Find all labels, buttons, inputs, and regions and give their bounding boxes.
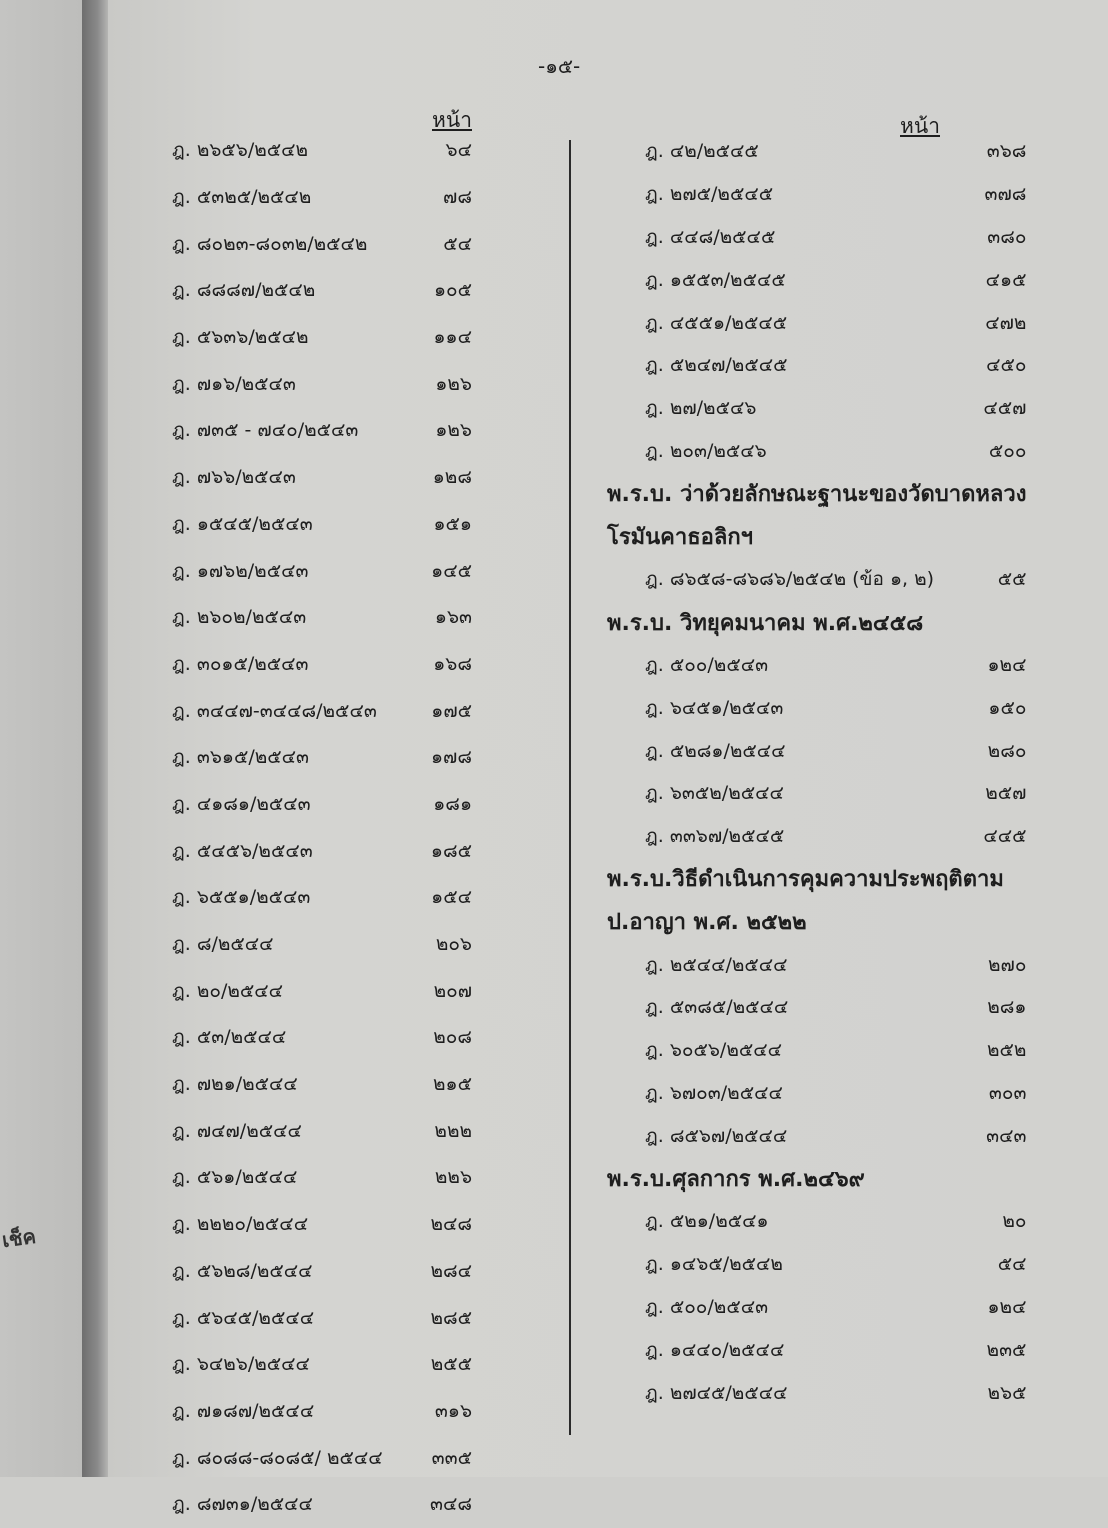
index-entry: [172, 874, 472, 921]
case-citation: ฎ. ๘๗๓๑/๒๕๔๔: [172, 1493, 313, 1516]
index-entry: [172, 781, 472, 828]
page-reference: ๔๗๒: [985, 311, 1027, 334]
index-entry: [172, 220, 472, 267]
statute-heading-text: พ.ร.บ.วิธีดำเนินการคุมความประพฤติตาม: [607, 867, 1004, 893]
page-reference: ๒๘๐: [987, 739, 1027, 762]
index-entry: [607, 644, 1026, 687]
page-reference: ๔๕๗: [983, 397, 1027, 420]
case-citation: ฎ. ๑๕๕๓/๒๕๔๕: [645, 268, 786, 291]
index-entry: [172, 1434, 472, 1481]
case-citation: ฎ. ๘๘๘๗/๒๕๔๒: [172, 279, 316, 302]
page-reference: ๕๐๐: [988, 439, 1027, 462]
page-reference: ๑๒๔: [987, 1295, 1027, 1318]
page-reference: ๒๕๗: [985, 782, 1027, 805]
page-reference: ๓๓๕: [431, 1446, 472, 1469]
page-reference: ๑๘๕: [430, 839, 472, 862]
case-citation: ฎ. ๗๔๗/๒๕๔๔: [172, 1119, 302, 1142]
page-number: -๑๕-: [538, 54, 581, 78]
index-entry: [172, 921, 472, 968]
page-reference: ๑๒๘: [432, 466, 472, 489]
case-citation: ฎ. ๒๖๐๒/๒๕๔๓: [172, 606, 307, 629]
page-reference: ๓๔๘: [429, 1493, 472, 1516]
statute-heading-text: ป.อาญา พ.ศ. ๒๕๒๒: [607, 910, 807, 936]
left-column-page-header: หน้า: [432, 108, 472, 132]
statute-heading-text: โรมันคาธอลิกฯ: [607, 525, 754, 551]
index-entry: [607, 943, 1026, 986]
right-column-index: [607, 130, 1026, 1414]
page-reference: ๒๘๕: [430, 1306, 472, 1329]
case-citation: ฎ. ๗๑๖/๒๕๔๓: [172, 372, 296, 395]
index-entry: [172, 1294, 472, 1341]
index-entry: [172, 127, 472, 174]
index-entry: [172, 827, 472, 874]
page-reference: ๑๗๕: [431, 699, 472, 722]
case-citation: ฎ. ๑๔๔๐/๒๕๔๔: [645, 1338, 785, 1361]
case-citation: ฎ. ๖๔๕๑/๒๕๔๓: [645, 696, 784, 719]
statute-heading-text: พ.ร.บ. วิทยุคมนาคม พ.ศ.๒๔๕๘: [607, 610, 924, 636]
page-reference: ๓๐๓: [988, 1081, 1027, 1104]
case-citation: ฎ. ๑๕๔๕/๒๕๔๓: [172, 512, 313, 535]
index-entry: [172, 641, 472, 688]
case-citation: ฎ. ๕๖๔๕/๒๕๔๔: [172, 1306, 315, 1329]
index-entry: [607, 387, 1026, 430]
page-reference: ๑๗๘: [430, 746, 472, 769]
index-entry: [172, 360, 472, 407]
statute-heading-text: พ.ร.บ.ศุลกากร พ.ศ.๒๔๖๙: [607, 1167, 865, 1193]
case-citation: ฎ. ๖๐๕๖/๒๕๔๔: [645, 1039, 782, 1062]
page-reference: ๑๘๑: [433, 792, 472, 815]
case-citation: ฎ. ๓๓๖๗/๒๕๔๕: [645, 825, 785, 848]
case-citation: ฎ. ๒๗๕/๒๕๔๕: [645, 183, 774, 206]
index-entry: [607, 1029, 1026, 1072]
index-entry: [172, 314, 472, 361]
case-citation: ฎ. ๕๓/๒๕๔๔: [172, 1026, 287, 1049]
statute-heading: [607, 1157, 1026, 1200]
page-reference: ๔๕๐: [986, 354, 1027, 377]
case-citation: ฎ. ๖๗๐๓/๒๕๔๔: [645, 1081, 783, 1104]
index-entry: [172, 1107, 472, 1154]
previous-page: [0, 0, 82, 1477]
page-reference: ๑๖๘: [433, 652, 472, 675]
index-entry: [172, 1061, 472, 1108]
index-entry: [607, 1371, 1026, 1414]
index-entry: [172, 1248, 472, 1295]
case-citation: ฎ. ๓๔๔๗-๓๔๔๘/๒๕๔๓: [172, 699, 377, 722]
page-reference: ๑๔๕: [431, 559, 472, 582]
case-citation: ฎ. ๘/๒๕๔๔: [172, 933, 274, 956]
index-entry: [172, 1201, 472, 1248]
index-entry: [172, 547, 472, 594]
case-citation: ฎ. ๖๕๕๑/๒๕๔๓: [172, 886, 311, 909]
case-citation: ฎ. ๕๖๓๖/๒๕๔๒: [172, 326, 309, 349]
page-reference: ๑๕๑: [433, 512, 472, 535]
page-reference: ๑๐๕: [433, 279, 472, 302]
page-reference: ๒๑๕: [433, 1073, 472, 1096]
statute-heading: [607, 601, 1026, 644]
case-citation: ฎ. ๗๖๖/๒๕๔๓: [172, 466, 296, 489]
index-entry: [607, 1072, 1026, 1115]
page-reference: ๕๔: [443, 232, 472, 255]
case-citation: ฎ. ๒๐๓/๒๕๔๖: [645, 439, 767, 462]
case-citation: ฎ. ๕๐๐/๒๕๔๓: [645, 1295, 769, 1318]
case-citation: ฎ. ๗๑๘๗/๒๕๔๔: [172, 1399, 315, 1422]
page-reference: ๒๓๕: [986, 1338, 1027, 1361]
case-citation: ฎ. ๕๒๔๗/๒๕๔๕: [645, 354, 788, 377]
index-entry: [607, 1243, 1026, 1286]
index-entry: [607, 558, 1026, 601]
index-entry: [172, 967, 472, 1014]
case-citation: ฎ. ๗๒๑/๒๕๔๔: [172, 1073, 298, 1096]
page-reference: ๑๕๐: [988, 696, 1027, 719]
index-entry: [607, 1114, 1026, 1157]
index-entry: [607, 986, 1026, 1029]
page-reference: ๒๘๔: [430, 1259, 472, 1282]
page-reference: ๒๔๘: [430, 1213, 472, 1236]
case-citation: ฎ. ๒๗/๒๕๔๖: [645, 397, 757, 420]
case-citation: ฎ. ๑๗๖๒/๒๕๔๓: [172, 559, 309, 582]
page-reference: ๒๐๘: [433, 1026, 472, 1049]
book-gutter: [82, 0, 108, 1477]
page-reference: ๒๐: [1002, 1210, 1027, 1233]
case-citation: ฎ. ๕๔๕๖/๒๕๔๓: [172, 839, 313, 862]
previous-page-text-fragment: เช็ค: [0, 1223, 38, 1253]
statute-heading: [607, 900, 1026, 943]
page-reference: ๑๕๔: [431, 886, 472, 909]
case-citation: ฎ. ๒๖๕๖/๒๕๔๒: [172, 139, 309, 162]
statute-heading: [607, 515, 1026, 558]
page-reference: ๑๒๖: [435, 372, 472, 395]
right-column-page-header: หน้า: [900, 114, 940, 138]
left-column-index: [172, 127, 472, 1528]
case-citation: ฎ. ๕๖๑/๒๕๔๔: [172, 1166, 298, 1189]
index-entry: [607, 173, 1026, 216]
case-citation: ฎ. ๖๓๕๒/๒๕๔๔: [645, 782, 784, 805]
index-entry: [607, 344, 1026, 387]
index-entry: [172, 267, 472, 314]
index-entry: [172, 1388, 472, 1435]
page-reference: ๓๘๐: [987, 225, 1027, 248]
case-citation: ฎ. ๕๒๑/๒๕๔๑: [645, 1210, 769, 1233]
case-citation: ฎ. ๘๐๒๓-๘๐๓๒/๒๕๔๒: [172, 232, 368, 255]
case-citation: ฎ. ๒๕๔๔/๒๕๔๔: [645, 953, 788, 976]
index-entry: [172, 501, 472, 548]
page-reference: ๕๔: [997, 1253, 1027, 1276]
index-entry: [172, 1481, 472, 1528]
statute-heading-text: พ.ร.บ. ว่าด้วยลักษณะฐานะของวัดบาดหลวง: [607, 482, 1027, 508]
case-citation: ฎ. ๓๐๑๕/๒๕๔๓: [172, 652, 309, 675]
case-citation: ฎ. ๗๓๕ - ๗๔๐/๒๕๔๓: [172, 419, 359, 442]
case-citation: ฎ. ๔๔๘/๒๕๔๕: [645, 225, 776, 248]
index-entry: [607, 1286, 1026, 1329]
page-reference: ๔๑๕: [985, 268, 1027, 291]
page-reference: ๒๒๖: [434, 1166, 472, 1189]
page-reference: ๔๔๕: [983, 825, 1027, 848]
statute-heading: [607, 858, 1026, 901]
page-reference: ๑๒๔: [987, 653, 1027, 676]
statute-heading: [607, 472, 1026, 515]
index-entry: [607, 1328, 1026, 1371]
case-citation: ฎ. ๔๕๕๑/๒๕๔๕: [645, 311, 788, 334]
page-reference: ๑๒๖: [435, 419, 472, 442]
page-reference: ๒๖๕: [987, 1381, 1027, 1404]
page-reference: ๖๔: [445, 139, 472, 162]
index-entry: [172, 1154, 472, 1201]
index-entry: [607, 686, 1026, 729]
page-reference: ๑๖๓: [434, 606, 472, 629]
page-reference: ๒๐๗: [433, 979, 472, 1002]
page-reference: ๓๔๓: [986, 1124, 1027, 1147]
case-citation: ฎ. ๒๐/๒๕๔๔: [172, 979, 284, 1002]
case-citation: ฎ. ๕๐๐/๒๕๔๓: [645, 653, 769, 676]
page-reference: ๒๕๕: [430, 1353, 472, 1376]
index-entry: [172, 454, 472, 501]
index-entry: [607, 815, 1026, 858]
case-citation: ฎ. ๘๐๘๘-๘๐๘๕/ ๒๕๔๔: [172, 1446, 383, 1469]
case-citation: ฎ. ๖๔๒๖/๒๕๔๔: [172, 1353, 310, 1376]
index-entry: [607, 216, 1026, 259]
index-entry: [172, 174, 472, 221]
case-citation: ฎ. ๓๖๑๕/๒๕๔๓: [172, 746, 309, 769]
case-citation: ฎ. ๘๕๖๗/๒๕๔๔: [645, 1124, 788, 1147]
page-reference: ๒๗๐: [988, 953, 1027, 976]
case-citation: ฎ. ๕๓๘๕/๒๕๔๔: [645, 996, 789, 1019]
index-entry: [607, 1200, 1026, 1243]
index-entry: [172, 407, 472, 454]
column-divider: [569, 140, 571, 1435]
index-entry: [172, 687, 472, 734]
index-entry: [607, 130, 1026, 173]
page-reference: ๓๖๘: [986, 140, 1027, 163]
page-reference: ๓๑๖: [434, 1399, 472, 1422]
page-reference: ๑๑๔: [433, 326, 472, 349]
page-reference: ๒๘๑: [987, 996, 1027, 1019]
index-entry: [607, 258, 1026, 301]
case-citation: ฎ. ๑๔๖๕/๒๕๔๒: [645, 1253, 783, 1276]
index-entry: [172, 1341, 472, 1388]
page-reference: ๗๘: [443, 186, 472, 209]
index-entry: [607, 301, 1026, 344]
index-entry: [172, 594, 472, 641]
case-citation: ฎ. ๕๖๒๘/๒๕๔๔: [172, 1259, 313, 1282]
case-citation: ฎ. ๒๗๔๕/๒๕๔๔: [645, 1381, 788, 1404]
index-entry: [172, 1014, 472, 1061]
page-reference: ๕๕: [997, 568, 1027, 591]
index-entry: [607, 729, 1026, 772]
index-entry: [172, 734, 472, 781]
case-citation: ฎ. ๒๒๒๐/๒๕๔๔: [172, 1213, 309, 1236]
page-reference: ๒๐๖: [435, 933, 472, 956]
case-citation: ฎ. ๘๖๕๘-๘๖๘๖/๒๕๔๒ (ข้อ ๑, ๒): [645, 568, 935, 591]
case-citation: ฎ. ๕๒๘๑/๒๕๔๔: [645, 739, 786, 762]
page-reference: ๒๒๒: [434, 1119, 472, 1142]
page-reference: ๒๕๒: [987, 1039, 1027, 1062]
index-entry: [607, 430, 1026, 473]
case-citation: ฎ. ๔๑๘๑/๒๕๔๓: [172, 792, 311, 815]
index-entry: [607, 772, 1026, 815]
page-reference: ๓๗๘: [984, 183, 1027, 206]
case-citation: ฎ. ๕๓๒๕/๒๕๔๒: [172, 186, 312, 209]
case-citation: ฎ. ๔๒/๒๕๔๕: [645, 140, 759, 163]
